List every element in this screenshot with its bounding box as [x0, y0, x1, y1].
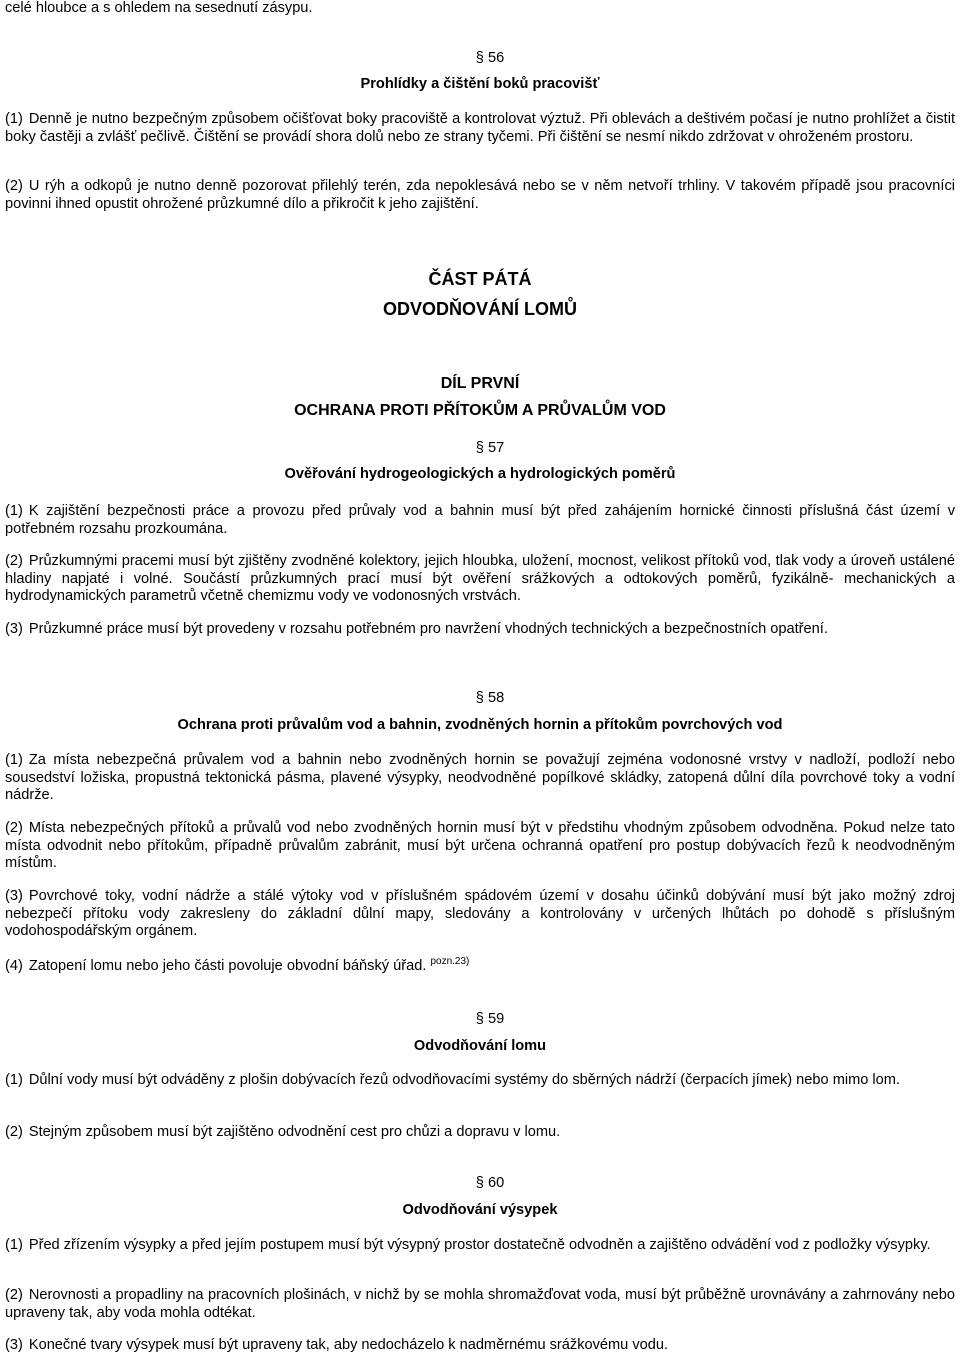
footnote-reference: pozn.23) — [430, 956, 470, 967]
section-58-paragraph-4: (4) Zatopení lomu nebo jeho části povoluje obvodní báňský úřad. $^{pozn.23)}$ — [5, 956, 470, 974]
section-60-paragraph-2: (2) Nerovnosti a propadliny na pracovních plošinách, v nichž by se mohla shromažďovat voda, musí být průběžně urovnávány a zahrnovány nebo upraveny tak, aby voda mohla odtékat. — [5, 1287, 955, 1321]
section-60-title: Odvodňování výsypek — [402, 1202, 558, 1218]
section-58-paragraph-3: (3) Povrchové toky, vodní nádrže a stálé výtoky vod v příslušném spádovém území v dosahu účinků dobývání musí být jako možný zdroj nebezpečí přítoku vody zakresleny do základní důlní mapy, sledovány a kontrolovány v určených lhůtách po dohodě s příslušným vodohospodářským orgánem. — [5, 888, 955, 939]
section-57-number: § 57 — [475, 440, 505, 456]
section-56-paragraph-2: (2) U rýh a odkopů je nutno denně pozorovat přilehlý terén, zda nepoklesává nebo se v něm netvoří trhliny. V takovém případě jsou pracovníci povinni ihned opustit ohrožené průzkumné dílo a přikročit k jeho zajištění. — [5, 178, 955, 212]
part-subtitle: ODVODŇOVÁNÍ LOMŮ — [382, 299, 577, 319]
part-title: ČÁST PÁTÁ — [428, 269, 532, 289]
section-59-title: Odvodňování lomu — [413, 1038, 547, 1054]
section-57-paragraph-2: (2) Průzkumnými pracemi musí být zjištěny zvodněné kolektory, jejich hloubka, uložení, mocnost, velikost přítoků vod, tlak vody a úroveň ustálené hladiny napjaté i volné. Součástí průzkumných prací musí být ověření srážkových a odtokových poměrů, fyzikálně- mechanických a hydrodynamických parametrů včetně chemizmu vody ve vodonosných vrstvách. — [5, 553, 955, 604]
section-56-number: § 56 — [475, 50, 505, 66]
continued-text: celé hloubce a s ohledem na sesednutí zásypu. — [5, 0, 313, 16]
section-60-number: § 60 — [475, 1175, 505, 1191]
section-58-paragraph-2: (2) Místa nebezpečných přítoků a průvalů vod nebo zvodněných hornin musí být v předstihu vhodným způsobem odvodněna. Pokud nelze tato místa odvodnit nebo přítokům, případně průvalům zabránit, musí být určena ochranná opatření pro postup dobývacích řezů k neodvodněným místům. — [5, 820, 955, 871]
section-59-paragraph-1: (1) Důlní vody musí být odváděny z plošin dobývacích řezů odvodňovacími systémy do sběrných nádrží (čerpacích jímek) nebo mimo lom. — [5, 1072, 900, 1088]
section-56-title: Prohlídky a čištění boků pracovišť — [360, 76, 600, 92]
division-subtitle: OCHRANA PROTI PŘÍTOKŮM A PRŮVALŮM VOD — [294, 402, 666, 419]
section-60-paragraph-1: (1) Před zřízením výsypky a před jejím postupem musí být výsypný prostor dostatečně odvodněn a zajištěno odvádění vod z podložky výsypky. — [5, 1237, 931, 1253]
section-57-title: Ověřování hydrogeologických a hydrologických poměrů — [284, 466, 676, 482]
section-59-number: § 59 — [475, 1011, 505, 1027]
section-58-title: Ochrana proti průvalům vod a bahnin, zvodněných hornin a přítokům povrchových vod — [177, 717, 783, 733]
section-57-paragraph-1: (1) K zajištění bezpečnosti práce a provozu před průvaly vod a bahnin musí být před zahájením hornické činnosti příslušná část území v potřebném rozsahu prozkoumána. — [5, 503, 955, 537]
section-56-paragraph-1: (1) Denně je nutno bezpečným způsobem očišťovat boky pracoviště a kontrolovat výztuž. Při oblevách a deštivém počasí je nutno prohlížet a čistit boky častěji a zvlášť pečlivě. Čištění se provádí shora dolů nebo ze strany tyčemi. Při čištění se nesmí nikdo zdržovat v ohroženém prostoru. — [5, 111, 955, 145]
division-title: DÍL PRVNÍ — [440, 375, 520, 392]
section-60-paragraph-3: (3) Konečné tvary výsypek musí být upraveny tak, aby nedocházelo k nadměrnému srážkovému vodu. — [5, 1337, 669, 1353]
section-58-number: § 58 — [475, 690, 505, 706]
section-57-paragraph-3: (3) Průzkumné práce musí být provedeny v rozsahu potřebném pro navržení vhodných technických a bezpečnostních opatření. — [5, 621, 828, 637]
section-59-paragraph-2: (2) Stejným způsobem musí být zajištěno odvodnění cest pro chůzi a dopravu v lomu. — [5, 1124, 561, 1140]
section-58-paragraph-1: (1) Za místa nebezpečná průvalem vod a bahnin nebo zvodněných hornin se považují zejména vodonosné vrstvy v nadloží, podloží nebo sousedství ložiska, propustná tektonická pásma, plavené výsypky, neodvodněné popílkové skládky, zatopená důlní díla povrchové toky a vodní nádrže. — [5, 752, 955, 803]
